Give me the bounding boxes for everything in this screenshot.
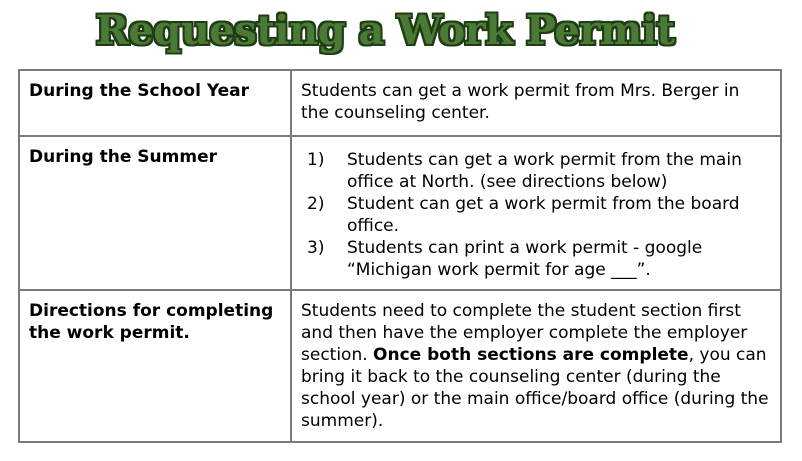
row-label: Directions for completing the work permit. (19, 290, 291, 442)
page-title: Requesting a Work Permit (95, 7, 675, 54)
list-item-text: Students can get a work permit from the main office at North. (see directions below) (347, 150, 742, 192)
list-item (301, 149, 771, 193)
list-item-number: 1) (307, 150, 325, 170)
table-row-directions (19, 290, 781, 442)
row-content (291, 136, 781, 290)
row-content: Students can get a work permit from Mrs. Berger in the counseling center. (291, 70, 781, 136)
directions-text-start: Students need to complete the student section first and then have the employer complete the employer section. (301, 301, 748, 365)
directions-text-bold: Once both sections are complete (373, 345, 689, 365)
row-content (291, 290, 781, 442)
list-item-text: Students can print a work permit - google “Michigan work permit for age ___”. (347, 238, 703, 280)
permit-table (18, 69, 782, 443)
list-item-number: 2) (307, 194, 325, 214)
row-label: During the Summer (19, 136, 291, 290)
table-row-summer (19, 136, 781, 290)
list-item (301, 193, 771, 237)
list-item (301, 237, 771, 281)
table-row-school-year (19, 70, 781, 136)
row-label: During the School Year (19, 70, 291, 136)
summer-options-list (301, 149, 771, 281)
list-item-text: Student can get a work permit from the board office. (347, 194, 740, 236)
directions-text-end: , you can bring it back to the counseling center (during the school year) or the main office/board office (during the summer). (301, 345, 769, 431)
list-item-number: 3) (307, 238, 325, 258)
